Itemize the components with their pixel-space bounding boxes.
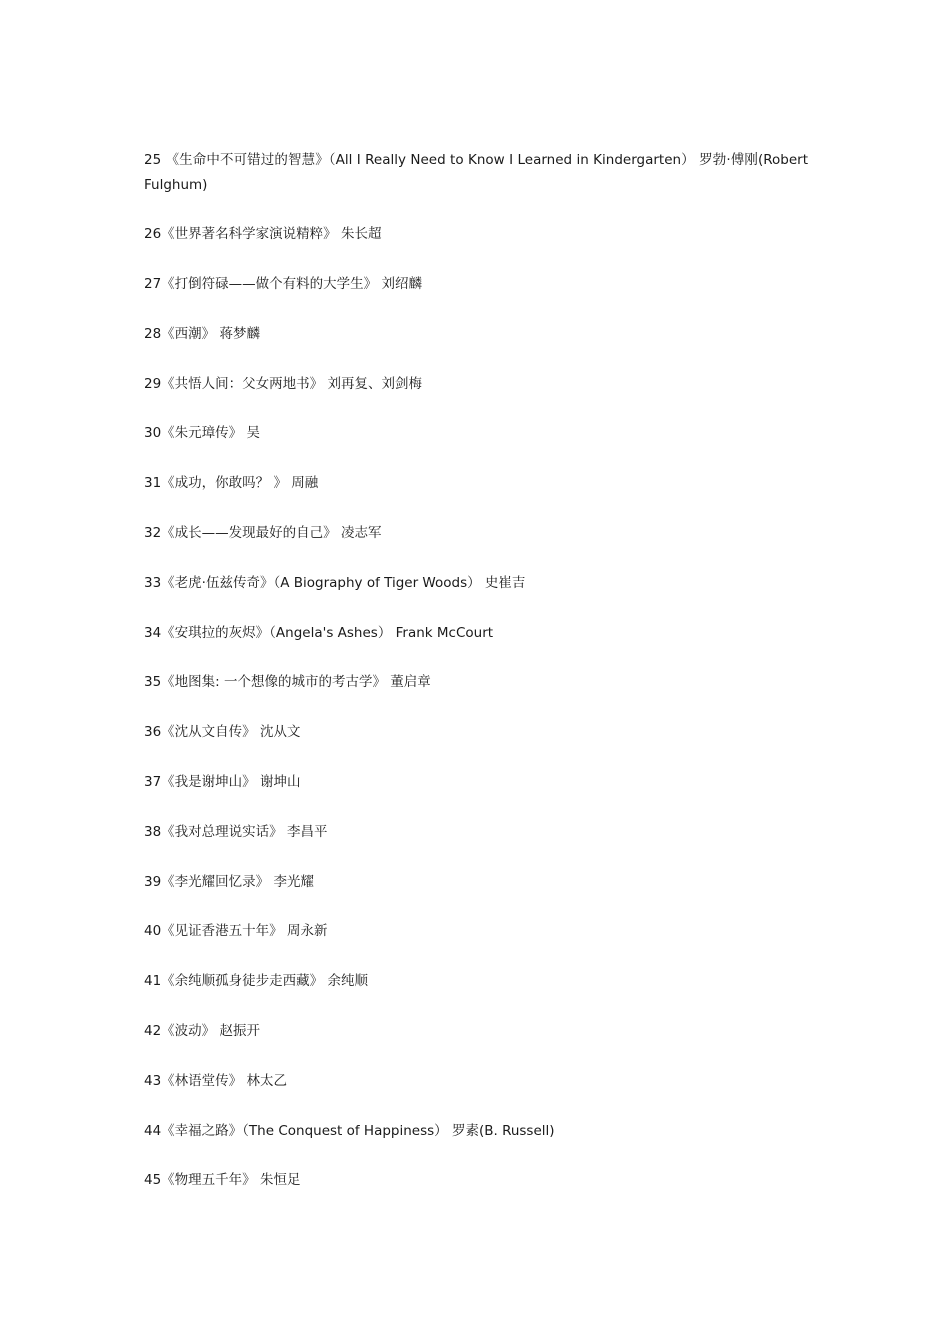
list-item: 37《我是谢坤山》 谢坤山 (144, 774, 301, 791)
list-item: 44《幸福之路》（The Conquest of Happiness） 罗素(B. Russell) (144, 1122, 555, 1139)
list-item: 31《成功，你敢吗？ 》 周融 (144, 475, 319, 492)
list-item: 29《共悟人间：父女两地书》 刘再复、刘剑梅 (144, 375, 422, 392)
list-item: 38《我对总理说实话》 李昌平 (144, 823, 328, 840)
list-item: 42《波动》 赵振开 (144, 1023, 260, 1040)
list-item: 30《朱元璋传》 吴 (144, 425, 260, 442)
list-item: 41《余纯顺孤身徒步走西藏》 余纯顺 (144, 973, 368, 990)
list-item: 34《安琪拉的灰烬》（Angela's Ashes） Frank McCourt (144, 624, 494, 641)
book-list (144, 148, 808, 1193)
list-item: 40《见证香港五十年》 周永新 (144, 923, 328, 940)
list-item: 32《成长——发现最好的自己》 凌志军 (144, 525, 382, 542)
list-item: 26《世界著名科学家演说精粹》 朱长超 (144, 226, 382, 243)
list-item: 35《地图集: 一个想像的城市的考古学》 董启章 (144, 674, 431, 691)
list-item: 25 《生命中不可错过的智慧》（All I Really Need to Know I Learned in Kindergarten） 罗勃·傅刚(Robert Fulghum) (144, 152, 808, 193)
list-item: 36《沈从文自传》 沈从文 (144, 724, 301, 741)
list-item: 39《李光耀回忆录》 李光耀 (144, 873, 314, 890)
list-item: 27《打倒符碌——做个有料的大学生》 刘绍麟 (144, 276, 422, 293)
list-item: 45《物理五千年》 朱恒足 (144, 1172, 301, 1189)
list-item: 43《林语堂传》 林太乙 (144, 1072, 287, 1089)
list-item: 33《老虎·伍兹传奇》（A Biography of Tiger Woods） 史崔吉 (144, 574, 526, 591)
list-item: 28《西潮》 蒋梦麟 (144, 325, 260, 342)
